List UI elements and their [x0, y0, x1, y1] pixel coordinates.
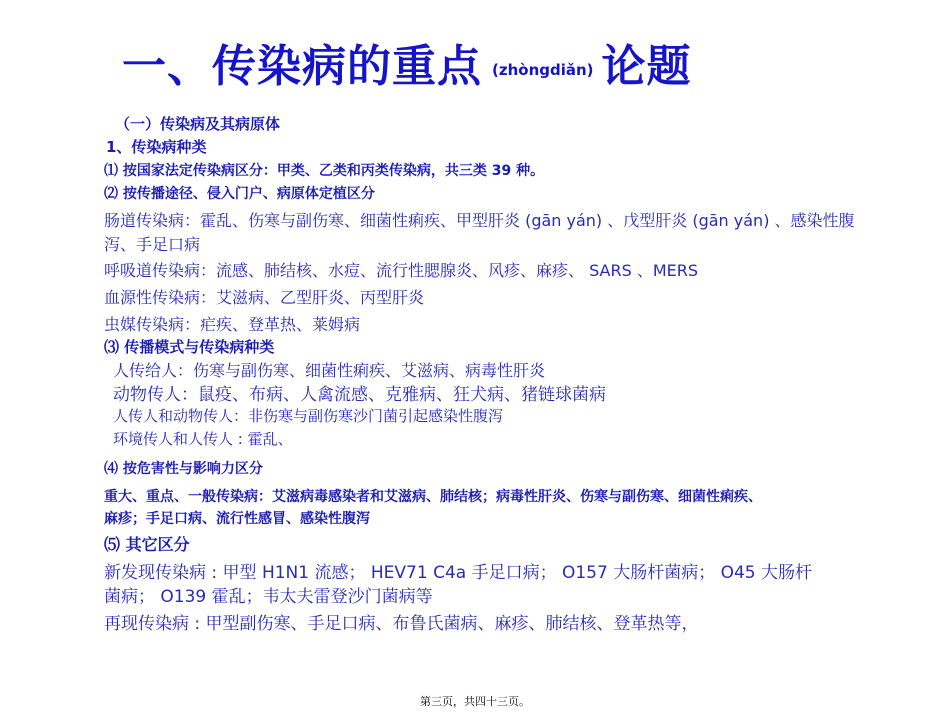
item-3-heading: ⑶ 传播模式与传染病种类 [104, 338, 275, 356]
item-2-heading: ⑵ 按传播途径、侵入门户、病原体定植区分 [104, 186, 375, 202]
animal-to-human-line: 动物传人：鼠疫、布病、人禽流感、克雅病、狂犬病、猪链球菌病 [113, 385, 606, 405]
mixed-transmission-line: 人传人和动物传人：非伤寒与副伤寒沙门菌引起感染性腹泻 [113, 407, 504, 425]
newly-discovered-line-1: 新发现传染病 : 甲型 H1N1 流感； HEV71 C4a 手足口病； O157 大肠杆菌病； O45 大肠杆 [104, 563, 813, 583]
intestinal-diseases-line-2: 泻、手足口病 [104, 235, 201, 254]
slide-title [122, 30, 692, 100]
intestinal-diseases-line-1: 肠道传染病：霍乱、伤寒与副伤寒、细菌性痢疾、甲型肝炎 (gān yán) 、戊型肝炎 (gān yán) 、感染性腹 [104, 211, 855, 230]
re-emerging-line: 再现传染病 : 甲型副伤寒、手足口病、布鲁氏菌病、麻疹、肺结核、登革热等， [104, 614, 699, 634]
title-main: 一、传染病的重点 [122, 41, 482, 92]
section-heading: （一）传染病及其病原体 [115, 115, 281, 133]
title-pinyin: (zhòngdiǎn) [492, 61, 594, 79]
page-footer: 第三页，共四十三页。 [420, 695, 530, 708]
respiratory-diseases-line: 呼吸道传染病：流感、肺结核、水痘、流行性腮腺炎、风疹、麻疹、 SARS 、MERS [104, 261, 699, 280]
blood-borne-diseases-line: 血源性传染病：艾滋病、乙型肝炎、丙型肝炎 [104, 288, 425, 307]
item-5-heading: ⑸ 其它区分 [104, 535, 190, 554]
title-end: 论题 [601, 41, 692, 92]
subsection-heading: 1、传染病种类 [106, 138, 207, 156]
major-diseases-line-1: 重大、重点、一般传染病：艾滋病毒感染者和艾滋病、肺结核；病毒性肝炎、伤寒与副伤寒、细菌性痢疾、 [104, 489, 762, 505]
vector-borne-diseases-line: 虫媒传染病：疟疾、登革热、莱姆病 [104, 315, 361, 334]
human-to-human-line: 人传给人：伤寒与副伤寒、细菌性痢疾、艾滋病、病毒性肝炎 [113, 361, 546, 380]
newly-discovered-line-2: 菌病； O139 霍乱；韦太夫雷登沙门菌病等 [104, 587, 433, 607]
major-diseases-line-2: 麻疹；手足口病、流行性感冒、感染性腹泻 [104, 511, 370, 527]
item-1-heading: ⑴ 按国家法定传染病区分：甲类、乙类和丙类传染病，共三类 39 种。 [104, 163, 545, 179]
environment-transmission-line: 环境传人和人传人 : 霍乱、 [113, 430, 293, 448]
item-4-heading: ⑷ 按危害性与影响力区分 [104, 461, 263, 477]
